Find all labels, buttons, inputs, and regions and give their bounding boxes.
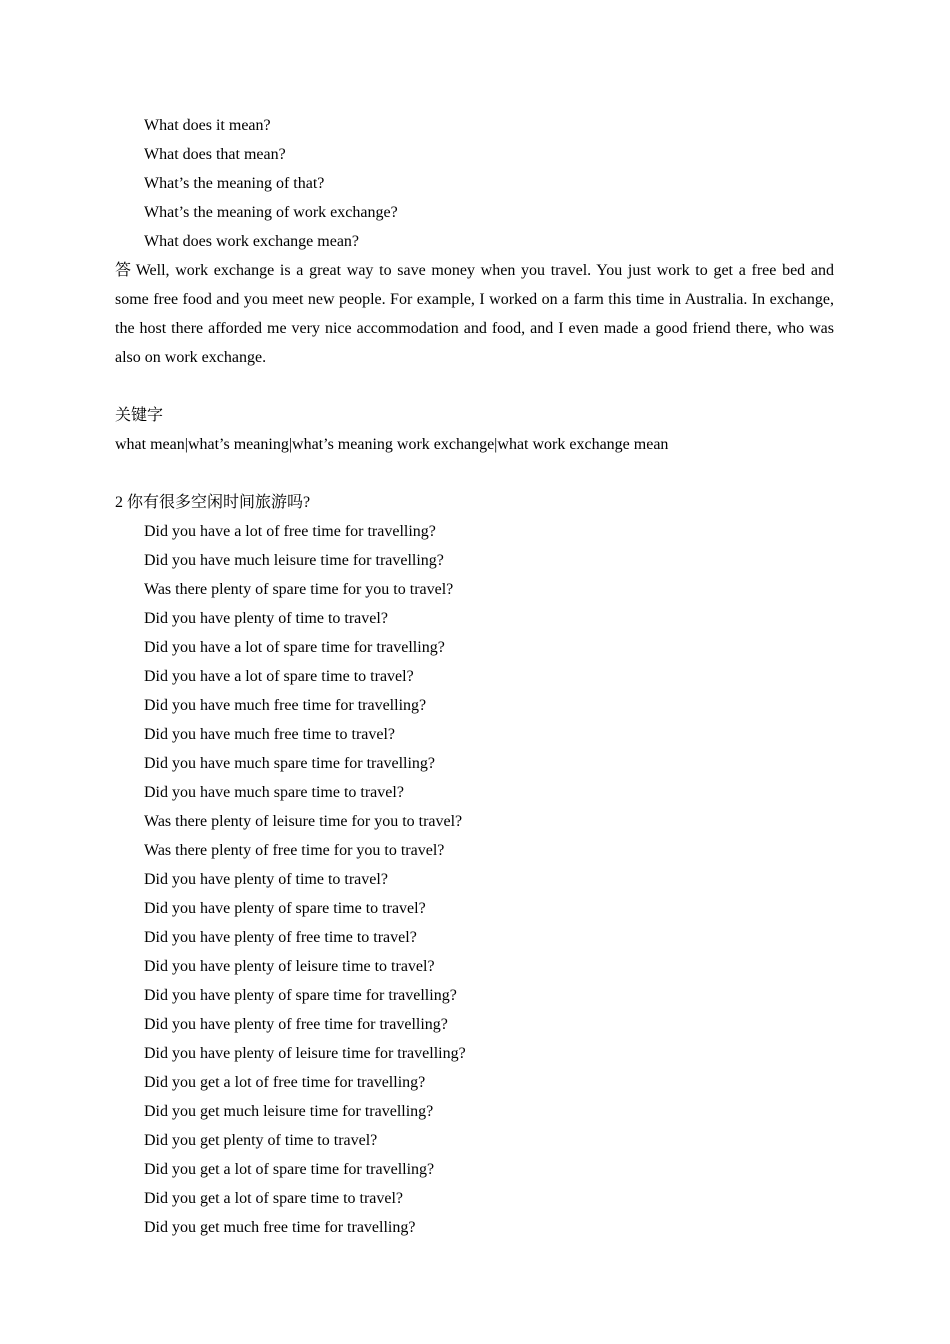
answer-text: Well, work exchange is a great way to save money when you travel. You just work to get a free bed and some free food and you meet new people. For example, I worked on a farm this time in Australia. In exchange, the host there afforded me very nice accommodation and food, and I even made a good friend there, who was also on work exchange. [115, 262, 834, 366]
question-line: Did you have plenty of spare time to travel? [144, 900, 426, 917]
question-line: What’s the meaning of that? [144, 175, 325, 192]
question-line: Did you have much free time for travelling? [144, 697, 427, 714]
question-line: Did you get plenty of time to travel? [144, 1132, 378, 1149]
section2-heading: 2 你有很多空闲时间旅游吗? [115, 494, 311, 511]
question-line: Did you have a lot of spare time to travel? [144, 668, 414, 685]
question-line: What does that mean? [144, 146, 286, 163]
question-line: Did you get a lot of spare time for travelling? [144, 1161, 435, 1178]
question-line: What’s the meaning of work exchange? [144, 204, 398, 221]
question-line: Did you have plenty of spare time for travelling? [144, 987, 457, 1004]
question-line: What does it mean? [144, 117, 271, 134]
section1-question-list [115, 111, 834, 256]
question-line: Did you have a lot of spare time for travelling? [144, 639, 445, 656]
question-line: Did you have plenty of free time to travel? [144, 929, 417, 946]
section2-question-list [115, 517, 834, 1242]
question-line: Did you get a lot of spare time to travel? [144, 1190, 404, 1207]
question-line: Did you have much free time to travel? [144, 726, 396, 743]
keywords-line: what mean|what’s meaning|what’s meaning work exchange|what work exchange mean [115, 436, 669, 453]
question-line: Did you have plenty of leisure time for travelling? [144, 1045, 466, 1062]
answer-paragraph [115, 256, 834, 372]
question-line: Was there plenty of spare time for you to travel? [144, 581, 454, 598]
question-line: Did you have a lot of free time for travelling? [144, 523, 436, 540]
question-line: Did you have much spare time to travel? [144, 784, 404, 801]
answer-prefix: 答 [115, 262, 133, 279]
question-line: Was there plenty of leisure time for you to travel? [144, 813, 463, 830]
question-line: Did you have plenty of time to travel? [144, 610, 388, 627]
question-line: Did you have plenty of free time for travelling? [144, 1016, 448, 1033]
spacer [115, 459, 834, 488]
question-line: Did you have much spare time for travelling? [144, 755, 436, 772]
question-line: Did you get much free time for travelling? [144, 1219, 416, 1236]
document-page [115, 111, 834, 1242]
question-line: Did you get a lot of free time for travelling? [144, 1074, 426, 1091]
keywords-heading: 关键字 [115, 407, 164, 424]
spacer [115, 372, 834, 401]
question-line: Did you get much leisure time for travelling? [144, 1103, 434, 1120]
question-line: Was there plenty of free time for you to travel? [144, 842, 445, 859]
question-line: Did you have much leisure time for travelling? [144, 552, 444, 569]
question-line: Did you have plenty of leisure time to travel? [144, 958, 435, 975]
question-line: Did you have plenty of time to travel? [144, 871, 388, 888]
question-line: What does work exchange mean? [144, 233, 360, 250]
